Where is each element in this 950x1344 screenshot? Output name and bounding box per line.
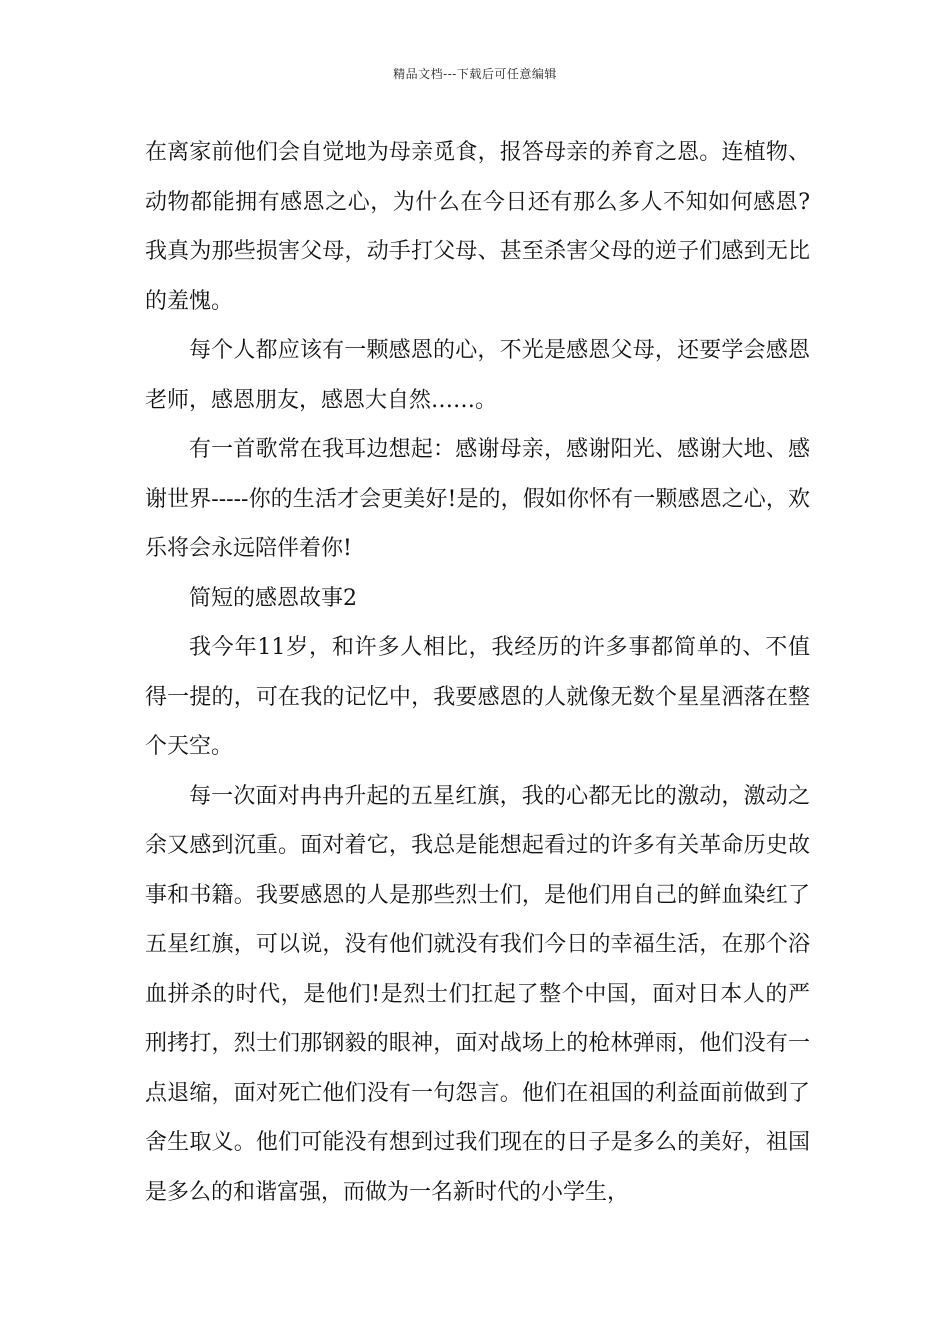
page-header: 精品文档---下载后可任意编辑: [393, 67, 557, 81]
paragraph-3: 有一首歌常在我耳边想起：感谢母亲，感谢阳光、感谢大地、感谢世界-----你的生活才会更美好!是的，假如你怀有一颗感恩之心，欢乐将会永远陪伴着你!: [145, 437, 810, 561]
paragraph-4: 我今年11岁，和许多人相比，我经历的许多事都简单的、不值得一提的，可在我的记忆中，我要感恩的人就像无数个星星洒落在整个天空。: [145, 635, 810, 759]
document-body: [145, 128, 810, 1217]
paragraph-5: 每一次面对冉冉升起的五星红旗，我的心都无比的激动，激动之余又感到沉重。面对着它，我总是能想起看过的许多有关革命历史故事和书籍。我要感恩的人是那些烈士们，是他们用自己的鲜血染红了五星红旗，可以说，没有他们就没有我们今日的幸福生活，在那个浴血拼杀的时代，是他们!是烈士们扛起了整个中国，面对日本人的严刑拷打，烈士们那钢毅的眼神，面对战场上的枪林弹雨，他们没有一点退缩，面对死亡他们没有一句怨言。他们在祖国的利益面前做到了舍生取义。他们可能没有想到过我们现在的日子是多么的美好，祖国是多么的和谐富强，而做为一名新时代的小学生，: [145, 783, 810, 1205]
section-heading: 简短的感恩故事2: [189, 585, 357, 611]
paragraph-2: 每个人都应该有一颗感恩的心，不光是感恩父母，还要学会感恩老师，感恩朋友，感恩大自然……。: [145, 338, 810, 413]
paragraph-1: 在离家前他们会自觉地为母亲觅食，报答母亲的养育之恩。连植物、动物都能拥有感恩之心，为什么在今日还有那么多人不知如何感恩?我真为那些损害父母，动手打父母、甚至杀害父母的逆子们感到无比的羞愧。: [145, 140, 810, 314]
